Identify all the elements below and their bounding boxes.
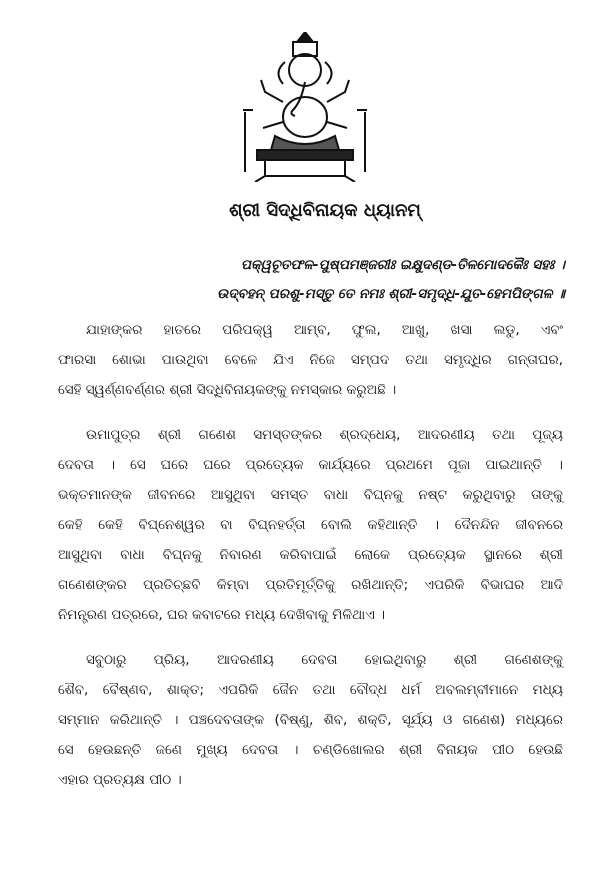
paragraph-line: ଗଣେଶଙ୍କର ପ୍ରତିଚ୍ଛବି କିମ୍ବା ପ୍ରତିମୂର୍ତ୍ତିକୁ ରଖିଥାନ୍ତି; ଏପରିକି ବିଭାଘର ଆଦି: [58, 577, 563, 593]
paragraph-line: ସମ୍ମାନ କରିଥାନ୍ତି । ପଞ୍ଚଦେବତାଙ୍କ (ବିଷ୍ଣୁ, ଶିବ, ଶକ୍ତି, ସୂର୍ଯ୍ୟ ଓ ଗଣେଶ) ମଧ୍ୟରେ: [58, 712, 563, 728]
paragraph-line: ଦେବତା । ସେ ଘରେ ଘରେ ପ୍ରତ୍ୟେକ କାର୍ଯ୍ୟରେ ପ୍ରଥମେ ପୂଜା ପାଇଥାନ୍ତି ।: [58, 457, 563, 473]
paragraph-line: ଯାହାଙ୍କର ହାତରେ ପରିପକ୍ୱ ଆମ୍ବ, ଫୁଲ, ଆଖୁ, ଖସା ଲଡୁ, ଏବଂ: [86, 322, 563, 338]
paragraph-line: ଶୈବ, ବୈଷ୍ଣବ, ଶାକ୍ତ; ଏପରିକି ଜୈନ ତଥା ବୌଦ୍ଧ ଧର୍ମ ଅବଲମ୍ବୀମାନେ ମଧ୍ୟ: [58, 682, 563, 698]
paragraph-line: ସେହି ସ୍ୱର୍ଣ୍ଣବର୍ଣ୍ଣର ଶ୍ରୀ ସିଦ୍ଧିବିନାୟକଙ୍କୁ ନମସ୍କାର କରୁଅଛି ।: [58, 382, 397, 398]
verse-line: ପକ୍ୱଚୂତଫଳ-ପୁଷ୍ପମଞ୍ଜରୀଃ ଇକ୍ଷୁଦଣ୍ଡ-ତିଳମୋଦକୈଃ ସହଃ ।: [240, 257, 565, 273]
paragraph-line: ନିମନ୍ତ୍ରଣ ପତ୍ରରେ, ଘର କବାଟରେ ମଧ୍ୟ ଦେଖିବାକୁ ମିଳିଥାଏ ।: [58, 607, 386, 623]
verse-line: ଉଦ୍‌ବହନ୍ ପରଶୁ-ମସ୍ତୁ ତେ ନମଃ ଶ୍ରୀ-ସମୃଦ୍ଧି-ଯୁତ-ହେମପିଙ୍ଗଳ ॥: [217, 286, 565, 302]
paragraph-line: କେହି କେହି ବିଘ୍ନେଶ୍ୱର ବା ବିଘ୍ନହର୍ତ୍ତା ବୋଲି କହିଥାନ୍ତି । ଦୈନନ୍ଦିନ ଜୀବନରେ: [58, 517, 563, 533]
paragraph-line: ଏହାର ପ୍ରତ୍ୟକ୍ଷ ପୀଠ ।: [58, 772, 182, 788]
paragraph-line: ଉମାପୁତ୍ର ଶ୍ରୀ ଗଣେଶ ସମସ୍ତଙ୍କର ଶ୍ରଦ୍ଧେୟ, ଆଦରଣୀୟ ତଥା ପୂଜ୍ୟ: [86, 427, 563, 443]
paragraph-line: ଫାରସା ଶୋଭା ପାଉଥିବା ବେଳେ ଯିଏ ନିଜେ ସମ୍ପଦ ତଥା ସମୃଦ୍ଧିର ଗନ୍ତାଘର,: [58, 352, 563, 368]
paragraph-line: ସବୁଠାରୁ ପ୍ରିୟ, ଆଦରଣୀୟ ଦେବତା ହୋଇଥିବାରୁ ଶ୍ରୀ ଗଣେଶଙ୍କୁ: [86, 652, 563, 668]
page-title: ଶ୍ରୀ ସିଦ୍ଧିବିନାୟକ ଧ୍ୟାନମ୍: [229, 200, 421, 221]
paragraph-line: ଭକ୍ତମାନଙ୍କ ଜୀବନରେ ଆସୁଥିବା ସମସ୍ତ ବାଧା ବିଘ୍ନକୁ ନଷ୍ଟ କରୁଥିବାରୁ ତାଙ୍କୁ: [58, 487, 563, 503]
paragraph-line: ସେ ହେଉଛନ୍ତି ଜଣେ ମୁଖ୍ୟ ଦେବତା । ଚଣ୍ଡିଖୋଲର ଶ୍ରୀ ବିନାୟକ ପୀଠ ହେଉଛି: [58, 742, 563, 758]
ganesha-illustration: [235, 32, 375, 182]
paragraph-line: ଆସୁଥିବା ବାଧା ବିଘ୍ନକୁ ନିବାରଣ କରିବାପାଇଁ ଲୋକେ ପ୍ରତ୍ୟେକ ସ୍ଥାନରେ ଶ୍ରୀ: [58, 547, 563, 563]
